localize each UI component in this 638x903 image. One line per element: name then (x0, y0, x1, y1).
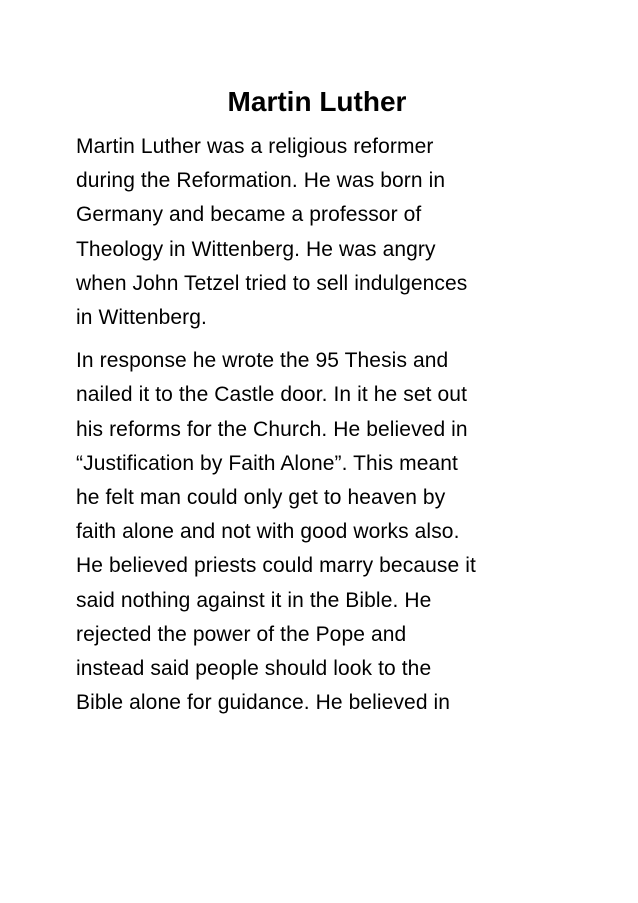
text-line: Theology in Wittenberg. He was angry (76, 237, 436, 261)
paragraph-2 (76, 344, 576, 720)
text-line: “Justification by Faith Alone”. This meant (76, 451, 458, 475)
text-line: his reforms for the Church. He believed in (76, 417, 468, 441)
text-line: during the Reformation. He was born in (76, 169, 446, 193)
text-line: Bible alone for guidance. He believed in (76, 691, 451, 715)
text-line: faith alone and not with good works also. (76, 520, 460, 544)
text-line: when John Tetzel tried to sell indulgences (76, 271, 468, 295)
text-line: He believed priests could marry because it (76, 554, 476, 578)
text-line: in Wittenberg. (76, 306, 207, 330)
text-line: In response he wrote the 95 Thesis and (76, 349, 449, 373)
text-line: nailed it to the Castle door. In it he set out (76, 383, 468, 407)
page-title: Martin Luther (227, 86, 407, 117)
paragraph-1 (76, 130, 576, 335)
text-line: said nothing against it in the Bible. He (76, 588, 432, 612)
text-line: Martin Luther was a religious reformer (76, 135, 434, 158)
text-line: Germany and became a professor of (76, 203, 422, 227)
text-line: he felt man could only get to heaven by (76, 486, 446, 510)
text-line: rejected the power of the Pope and (76, 622, 407, 646)
text-line: instead said people should look to the (76, 657, 432, 681)
